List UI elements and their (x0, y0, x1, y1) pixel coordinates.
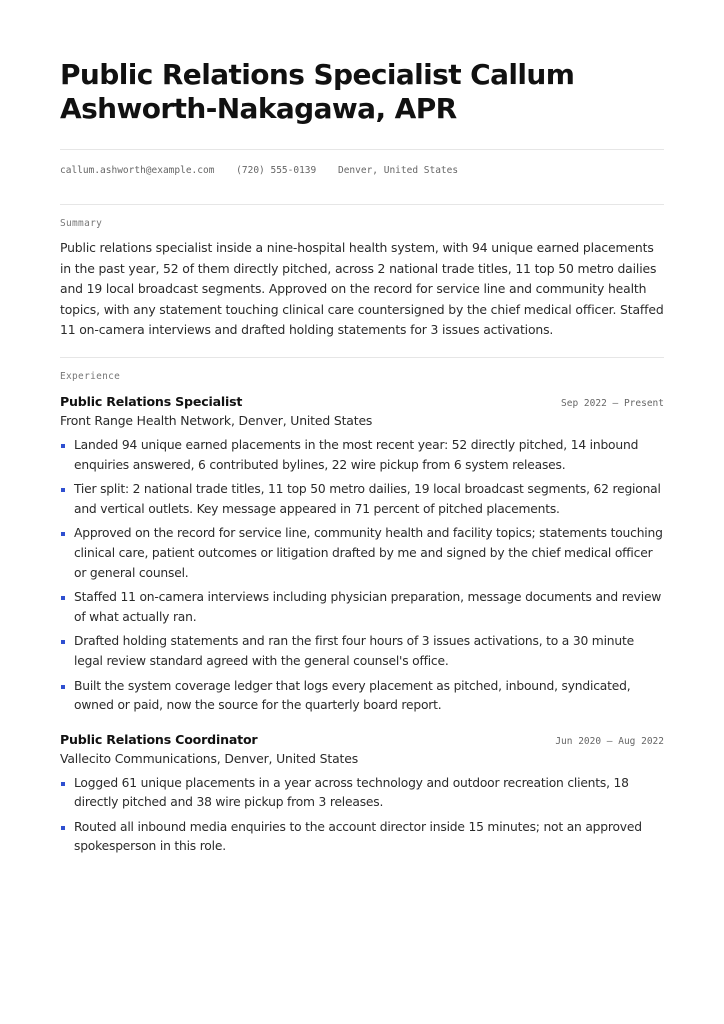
job-header (60, 394, 664, 409)
experience-divider (60, 357, 664, 358)
summary-heading: Summary (60, 218, 103, 229)
page-title: Public Relations Specialist Callum Ashworth-Nakagawa, APR (60, 58, 575, 125)
list-item: Staffed 11 on-camera interviews including physician preparation, message documents and review of what actually ran. (60, 588, 664, 627)
contact-phone: (720) 555-0139 (236, 165, 317, 176)
job-header (60, 732, 664, 747)
job-entry (60, 732, 664, 857)
resume-page (60, 0, 664, 857)
job-bullets (60, 436, 664, 716)
job-company: Front Range Health Network, Denver, United States (60, 412, 373, 428)
list-item: Drafted holding statements and ran the first four hours of 3 issues activations, to a 30 minute legal review standard agreed with the general counsel's office. (60, 632, 664, 671)
list-item: Approved on the record for service line, community health and facility topics; statements touching clinical care, patient outcomes or litigation drafted by me and signed by the chief medical officer or general counsel. (60, 524, 664, 583)
contact-email[interactable]: callum.ashworth@example.com (60, 165, 215, 176)
job-entry (60, 394, 664, 716)
list-item: Logged 61 unique placements in a year across technology and outdoor recreation clients, 18 directly pitched and 38 wire pickup from 3 releases. (60, 774, 664, 813)
contact-location: Denver, United States (337, 165, 459, 176)
summary-text: Public relations specialist inside a nine-hospital health system, with 94 unique earned placements in the past year, 52 of them directly pitched, across 2 national trade titles, 11 top 50 metro dailies and 19 local broadcast segments. Approved on the record for service line and community health topics, with any statement touching clinical care countersigned by the chief medical officer. Staffed 11 on-camera interviews and drafted holding statements for 3 issues activations. (60, 240, 664, 338)
experience-heading: Experience (60, 370, 121, 382)
job-title: Public Relations Coordinator (60, 731, 258, 747)
summary-divider (60, 204, 664, 205)
list-item: Landed 94 unique earned placements in the most recent year: 52 directly pitched, 14 inbound enquiries answered, 6 contributed bylines, 22 wire pickup from 6 system releases. (60, 436, 664, 475)
job-dates: Sep 2022 — Present (561, 397, 664, 409)
job-company: Vallecito Communications, Denver, United States (60, 750, 359, 766)
job-bullets (60, 774, 664, 857)
contact-line (60, 161, 664, 181)
job-title: Public Relations Specialist (60, 393, 243, 409)
job-dates: Jun 2020 — Aug 2022 (555, 735, 664, 747)
list-item: Routed all inbound media enquiries to the account director inside 15 minutes; not an approved spokesperson in this role. (60, 818, 664, 857)
header-divider (60, 149, 664, 150)
list-item: Built the system coverage ledger that logs every placement as pitched, inbound, syndicated, owned or paid, now the source for the quarterly board report. (60, 677, 664, 716)
list-item: Tier split: 2 national trade titles, 11 top 50 metro dailies, 19 local broadcast segments, 62 regional and vertical outlets. Key message appeared in 71 percent of pitched placements. (60, 480, 664, 519)
